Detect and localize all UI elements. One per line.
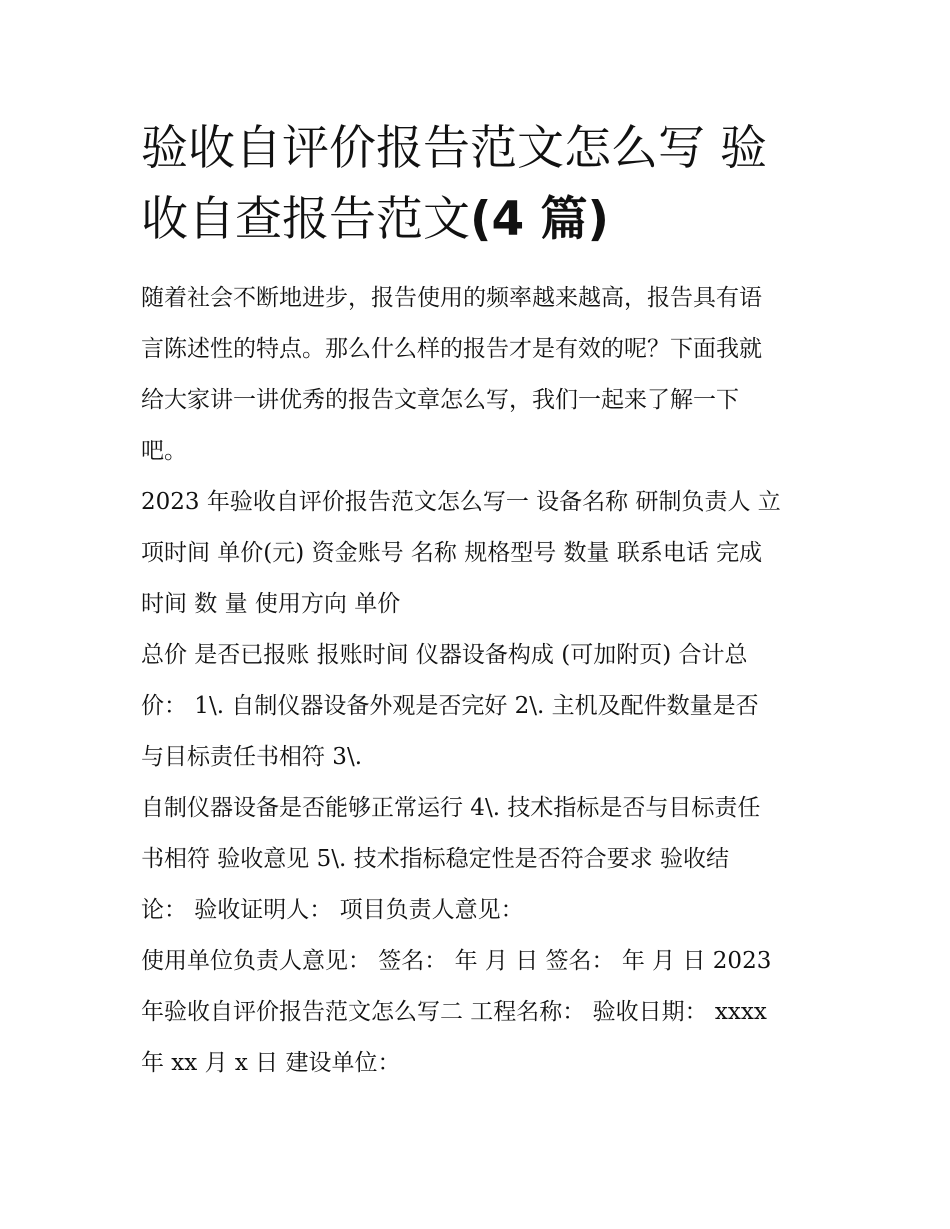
text-line: 年 xx 月 x 日 建设单位：: [141, 1050, 401, 1076]
document-page: [141, 113, 813, 1089]
text-line: 吧。: [141, 438, 187, 464]
text-line: 价： 1\. 自制仪器设备外观是否完好 2\. 主机及配件数量是否: [141, 693, 759, 719]
text-line: 总价 是否已报账 报账时间 仪器设备构成 (可加附页) 合计总: [141, 642, 748, 668]
document-body: [141, 273, 813, 1089]
text-line: 项时间 单价(元) 资金账号 名称 规格型号 数量 联系电话 完成: [141, 540, 763, 566]
text-line: 书相符 验收意见 5\. 技术指标稳定性是否符合要求 验收结: [141, 846, 729, 872]
text-line: 2023 年验收自评价报告范文怎么写一 设备名称 研制负责人 立: [141, 489, 781, 515]
text-line: 时间 数 量 使用方向 单价: [141, 591, 401, 617]
text-line: 使用单位负责人意见： 签名： 年 月 日 签名： 年 月 日 2023: [141, 948, 772, 974]
document-title: [141, 113, 813, 255]
text-line: 自制仪器设备是否能够正常运行 4\. 技术指标是否与目标责任: [141, 795, 761, 821]
text-line: 年验收自评价报告范文怎么写二 工程名称： 验收日期： xxxx: [141, 999, 767, 1025]
paragraph-intro: [141, 273, 813, 477]
title-count: (4 篇): [470, 192, 610, 247]
paragraph-operation-checks: [141, 783, 813, 936]
text-line: 言陈述性的特点。那么什么样的报告才是有效的呢？下面我就: [141, 336, 762, 362]
paragraph-signatures: [141, 936, 813, 1089]
title-line-2-text: 收自查报告范文: [141, 192, 470, 247]
title-line-1: 验收自评价报告范文怎么写 验: [141, 121, 767, 176]
text-line: 与目标责任书相符 3\.: [141, 744, 363, 770]
text-line: 论： 验收证明人： 项目负责人意见：: [141, 897, 524, 923]
title-line-2: [141, 184, 813, 255]
text-line: 随着社会不断地进步，报告使用的频率越来越高，报告具有语: [141, 285, 762, 311]
paragraph-price-checks: [141, 630, 813, 783]
paragraph-form-fields: [141, 477, 813, 630]
text-line: 给大家讲一讲优秀的报告文章怎么写，我们一起来了解一下: [141, 387, 739, 413]
